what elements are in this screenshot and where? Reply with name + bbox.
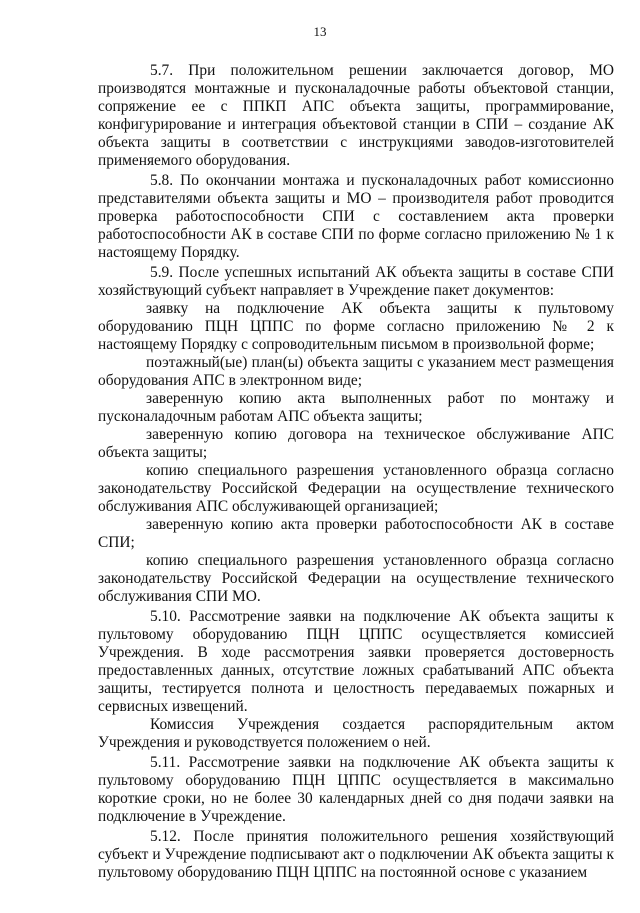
paragraph-commission: Комиссия Учреждения создается распорядительным актом Учреждения и руководствуется положением о ней.: [98, 716, 614, 751]
paragraph-5-9: 5.9. После успешных испытаний АК объекта защиты в составе СПИ хозяйствующий субъект направляет в Учреждение пакет документов:: [98, 264, 614, 299]
list-item: копию специального разрешения установленного образца согласно законодательству Российской Федерации на осуществление технического обслуживания СПИ МО.: [98, 552, 614, 605]
list-item: заверенную копию договора на техническое обслуживание АПС объекта защиты;: [98, 426, 614, 461]
list-item: заверенную копию акта выполненных работ по монтажу и пусконаладочным работам АПС объекта защиты;: [98, 390, 614, 425]
paragraph-5-10: 5.10. Рассмотрение заявки на подключение АК объекта защиты к пультовому оборудованию ПЦН ЦППС осуществляется комиссией Учреждения. В ходе рассмотрения заявки проверяется достоверность предоставленных данных, отсутствие ложных срабатываний АПС объекта защиты, тестируется полнота и целостность передаваемых пожарных и сервисных извещений.: [98, 608, 614, 715]
page-number: 13: [313, 24, 327, 39]
paragraph-5-8: 5.8. По окончании монтажа и пусконаладочных работ комиссионно представителями объекта защиты и МО – производителя работ проводится проверка работоспособности СПИ с составлением акта проверки работоспособности АК в составе СПИ по форме согласно приложению № 1 к настоящему Порядку.: [98, 172, 614, 261]
paragraph-5-12: 5.12. После принятия положительного решения хозяйствующий субъект и Учреждение подписывают акт о подключении АК объекта защиты к пультовому оборудованию ПЦН ЦППС на постоянной основе с указанием: [98, 828, 614, 881]
list-item: заявку на подключение АК объекта защиты к пультовому оборудованию ПЦН ЦППС по форме согласно приложению № 2 к настоящему Порядку с сопроводительным письмом в произвольной форме;: [98, 300, 614, 353]
list-item: заверенную копию акта проверки работоспособности АК в составе СПИ;: [98, 516, 614, 551]
list-item: копию специального разрешения установленного образца согласно законодательству Российской Федерации на осуществление технического обслуживания АПС обслуживающей организацией;: [98, 462, 614, 515]
paragraph-5-11: 5.11. Рассмотрение заявки на подключение АК объекта защиты к пультовому оборудованию ПЦН ЦППС осуществляется в максимально короткие сроки, но не более 30 календарных дней со дня подачи заявки на подключение в Учреждение.: [98, 754, 614, 825]
list-item: поэтажный(ые) план(ы) объекта защиты с указанием мест размещения оборудования АПС в электронном виде;: [98, 354, 614, 389]
document-body: [98, 62, 614, 882]
paragraph-5-7: 5.7. При положительном решении заключается договор, МО производятся монтажные и пусконаладочные работы объектовой станции, сопряжение ее с ППКП АПС объекта защиты, программирование, конфигурирование и интеграция объектовой станции в СПИ – создание АК объекта защиты в соответствии с инструкциями заводов-изготовителей применяемого оборудования.: [98, 62, 614, 169]
